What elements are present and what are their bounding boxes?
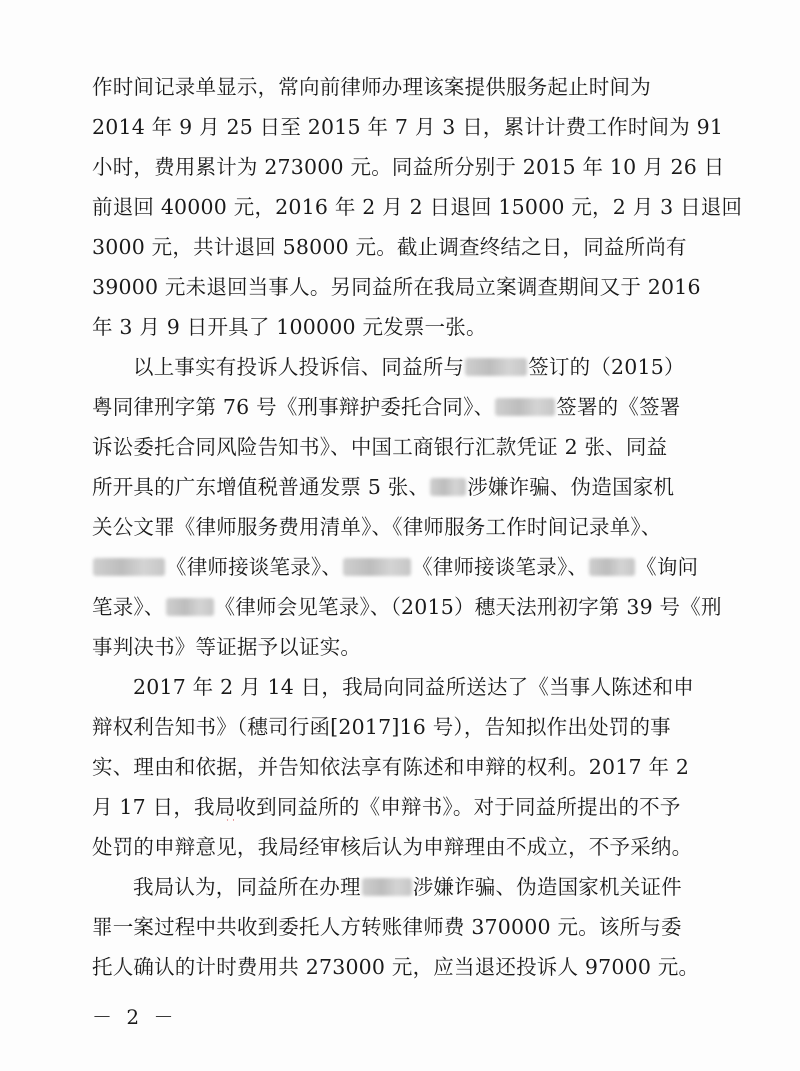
text-segment: 签署的《签署 — [556, 395, 681, 419]
paragraph-3-line-2: 辩权利告知书》（穗司行函[2017]16 号），告知拟作出处罚的事 — [92, 715, 671, 739]
red-proofreading-mark: ˙˙ — [225, 819, 237, 830]
paragraph-3-line-4: 月 17 日，我局收到同益所的《申辩书》。对于同益所提出的不予 — [92, 795, 681, 819]
paragraph-1-line-5: 3000 元，共计退回 58000 元。截止调查终结之日，同益所尚有 — [92, 235, 687, 259]
paragraph-4-line-3: 托人确认的计时费用共 273000 元，应当退还投诉人 97000 元。 — [92, 955, 700, 979]
text-segment: 《律师接谈笔录》、 — [166, 555, 343, 579]
paragraph-1-line-7: 年 3 月 9 日开具了 100000 元发票一张。 — [92, 315, 487, 339]
paragraph-4-line-2: 罪一案过程中共收到委托人方转账律师费 370000 元。该所与委 — [92, 915, 682, 939]
text-segment: 涉嫌诈骗、伪造国家机 — [467, 475, 675, 499]
paragraph-2-line-8: 事判决书》等证据予以证实。 — [92, 635, 362, 659]
paragraph-2-line-1 — [133, 347, 708, 387]
text-segment: 《询问 — [636, 555, 699, 579]
text-segment: 以上事实有投诉人投诉信、同益所与 — [133, 355, 465, 379]
text-segment: 签订的（2015） — [528, 355, 685, 379]
paragraph-1-line-2: 2014 年 9 月 25 日至 2015 年 7 月 3 日，累计计费工作时间为 91 — [92, 115, 724, 139]
text-segment: 《律师会见笔录》、（2015）穗天法刑初字第 39 号《刑 — [214, 595, 722, 619]
paragraph-1-line-4: 前退回 40000 元，2016 年 2 月 2 日退回 15000 元，2 月 3 日退回 — [92, 195, 743, 219]
paragraph-2-line-3: 诉讼委托合同风险告知书》、中国工商银行汇款凭证 2 张、同益 — [92, 435, 668, 459]
paragraph-1-line-1: 作时间记录单显示，常向前律师办理该案提供服务起止时间为 — [92, 75, 651, 99]
paragraph-3-line-1: 2017 年 2 月 14 日，我局向同益所送达了《当事人陈述和申 — [133, 675, 694, 699]
redacted-name — [343, 558, 411, 576]
paragraph-2-line-6 — [92, 547, 708, 587]
paragraph-1-line-3: 小时，费用累计为 273000 元。同益所分别于 2015 年 10 月 26 日 — [92, 155, 725, 179]
text-segment: 《律师接谈笔录》、 — [412, 555, 589, 579]
redacted-name — [166, 598, 214, 616]
paragraph-2-line-2 — [92, 387, 708, 427]
redacted-name — [430, 478, 466, 496]
text-segment: 所开具的广东增值税普通发票 5 张、 — [92, 475, 430, 499]
text-segment: 粤同律刑字第 76 号《刑事辩护委托合同》、 — [92, 395, 495, 419]
text-segment: 涉嫌诈骗、伪造国家机关证件 — [412, 875, 682, 899]
text-segment: 我局认为，同益所在办理 — [133, 875, 361, 899]
paragraph-2-line-5: 关公文罪《律师服务费用清单》、《律师服务工作时间记录单》、 — [92, 515, 662, 539]
redacted-name — [495, 398, 555, 416]
redacted-name — [589, 558, 635, 576]
paragraph-2-line-4 — [92, 467, 708, 507]
paragraph-3-line-5: 处罚的申辩意见，我局经审核后认为申辩理由不成立，不予采纳。 — [92, 835, 693, 859]
paragraph-2-line-7 — [92, 587, 722, 627]
text-segment: 笔录》、 — [92, 595, 165, 619]
paragraph-4-line-1 — [133, 867, 708, 907]
paragraph-3-line-3: 实、理由和依据，并告知依法享有陈述和申辩的权利。2017 年 2 — [92, 755, 690, 779]
redacted-name — [362, 878, 412, 896]
redacted-name — [465, 358, 527, 376]
redacted-name — [93, 558, 165, 576]
paragraph-1-line-6: 39000 元未退回当事人。另同益所在我局立案调查期间又于 2016 — [92, 275, 701, 299]
page-number: － 2 － — [92, 1005, 178, 1029]
